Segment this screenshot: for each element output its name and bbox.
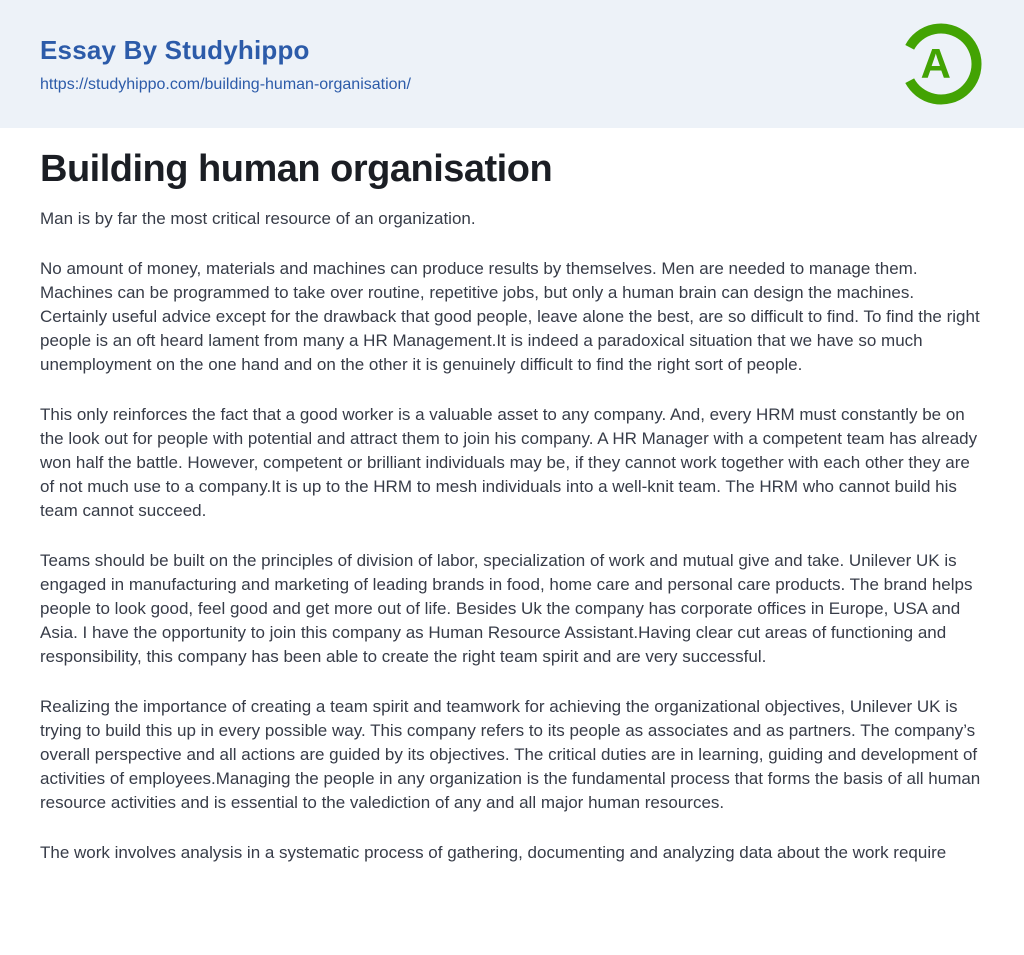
source-url-link[interactable]: https://studyhippo.com/building-human-organisation/ <box>40 75 411 93</box>
paragraph-5: Realizing the importance of creating a team spirit and teamwork for achieving the organizational objectives, Unilever UK is trying to build this up in every possible way. This company refers to its people as associates and as partners. The company’s overall perspective and all actions are guided by its objectives. The critical duties are in learning, guiding and development of activities of employees.Managing the people in any organization is the fundamental process that forms the basis of all human resource activities and is essential to the valediction of any and all major human resources. <box>40 697 981 812</box>
article-title: Building human organisation <box>40 148 553 190</box>
paragraph-2: No amount of money, materials and machines can produce results by themselves. Men are needed to manage them. Machines can be programmed to take over routine, repetitive jobs, but only a human brain can design the machines. Certainly useful advice except for the drawback that good people, leave alone the best, are so difficult to find. To find the right people is an oft heard lament from many a HR Management.It is indeed a paradoxical situation that we have so much unemployment on the one hand and on the other it is genuinely difficult to find the right sort of people. <box>40 259 980 374</box>
paragraph-3: This only reinforces the fact that a good worker is a valuable asset to any company. And, every HRM must constantly be on the look out for people with potential and attract them to join his company. A HR Manager with a competent team has already won half the battle. However, competent or brilliant individuals may be, if they cannot work together with each other they are of not much use to a company.It is up to the HRM to mesh individuals into a well-knit team. The HRM who cannot build his team cannot succeed. <box>40 405 978 520</box>
paragraph-4: Teams should be built on the principles of division of labor, specialization of work and mutual give and take. Unilever UK is engaged in manufacturing and marketing of leading brands in food, home care and personal care products. The brand helps people to look good, feel good and get more out of life. Besides Uk the company has corporate offices in Europe, USA and Asia. I have the opportunity to join this company as Human Resource Assistant.Having clear cut areas of functioning and responsibility, this company has been able to create the right team spirit and are very successful. <box>40 551 973 666</box>
article-content <box>0 128 1024 865</box>
paragraph-1: Man is by far the most critical resource of an organization. <box>40 209 476 228</box>
site-title: Essay By Studyhippo <box>40 34 310 65</box>
header-text-block <box>40 35 411 94</box>
logo-letter: A <box>920 40 951 87</box>
page-header <box>0 0 1024 128</box>
studyhippo-logo-icon <box>898 21 984 107</box>
paragraph-6: The work involves analysis in a systematic process of gathering, documenting and analyzing data about the work require <box>40 843 947 862</box>
article-body <box>40 207 984 865</box>
